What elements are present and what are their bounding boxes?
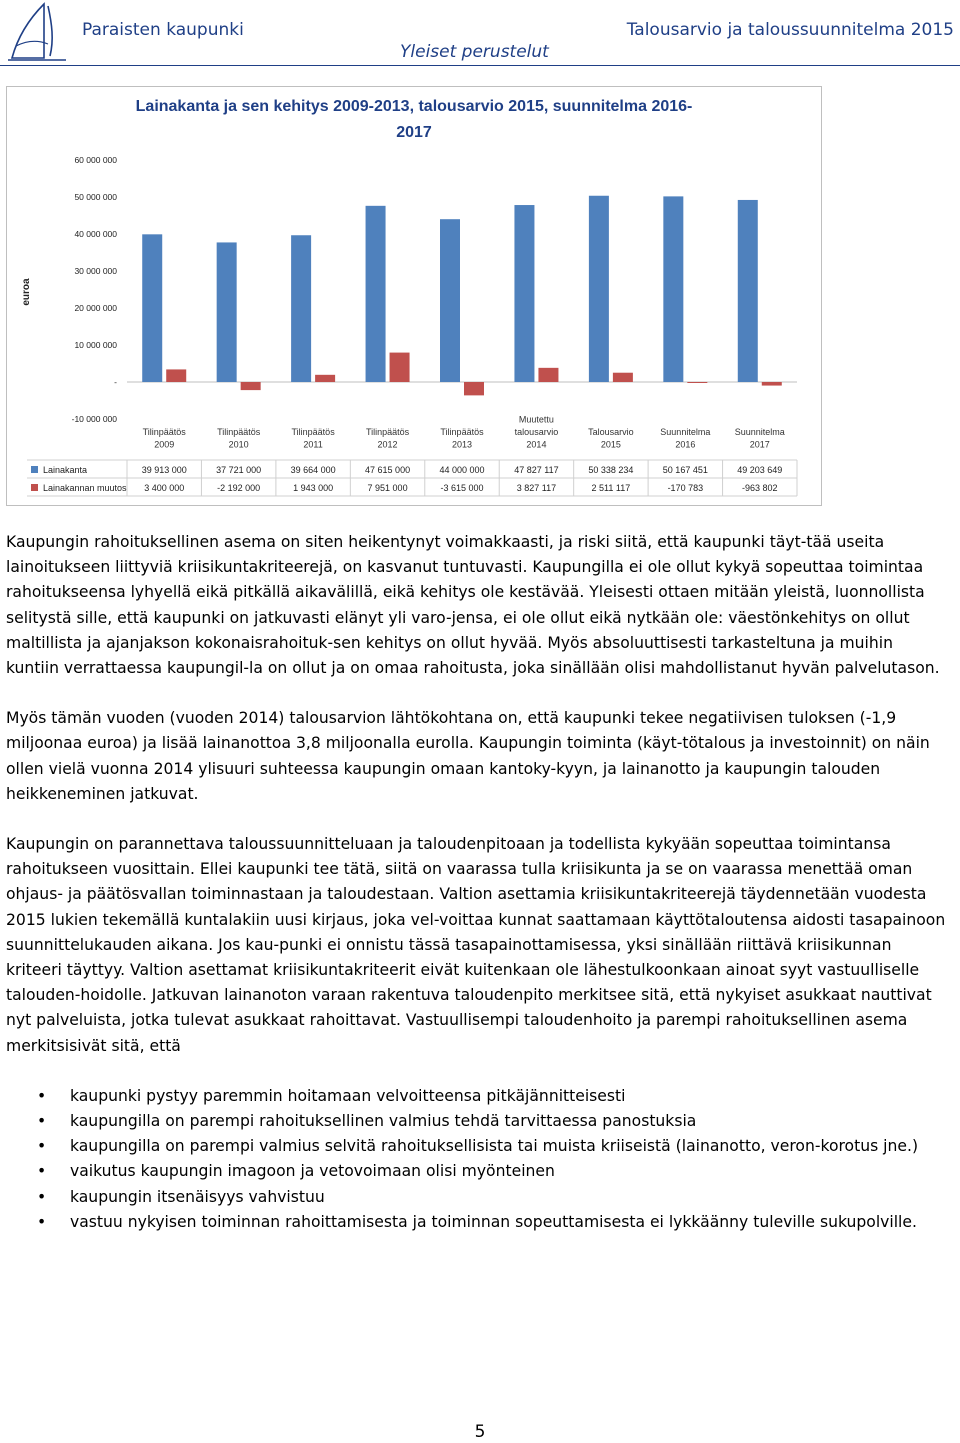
data-label: 39 664 000 <box>290 465 336 475</box>
document-title: Talousarvio ja taloussuunnitelma 2015 <box>626 20 954 40</box>
y-axis-label: euroa <box>21 278 32 306</box>
loan-chart-svg <box>7 87 821 505</box>
page-header <box>0 0 960 66</box>
data-label: 7 951 000 <box>367 483 408 493</box>
legend-swatch <box>31 466 38 473</box>
legend-label: Lainakannan muutos <box>43 483 127 493</box>
legend-label: Lainakanta <box>43 465 88 475</box>
y-tick-label: 20 000 000 <box>74 303 117 313</box>
body-text <box>6 530 950 1235</box>
bar-lainakanta <box>366 206 386 382</box>
x-tick-label: Talousarvio <box>588 427 634 437</box>
x-tick-label: Tilinpäätös <box>142 427 186 437</box>
list-item: • kaupungin itsenäisyys vahvistuu <box>37 1187 325 1206</box>
bar-lainakannan-muutos <box>241 382 261 390</box>
y-tick-label: 60 000 000 <box>74 155 117 165</box>
x-tick-label: 2016 <box>675 439 696 450</box>
y-tick-label: -10 000 000 <box>71 414 117 424</box>
list-item: • kaupungilla on parempi rahoituksellinen valmius tehdä tarvittaessa panostuksia <box>37 1112 697 1131</box>
bar-lainakanta <box>514 205 534 382</box>
paragraph-1: Kaupungin rahoituksellinen asema on siten heikentynyt voimakkaasti, ja riski siitä, että kaupunki täyt-tää useita lainoitukseen liittyviä kriisikuntakriteerejä, on kasvanut tuntuvasti. Kaupungilla ei ole ollut kykyä sopeuttaa toimintaa rahoitukseensa lyhyellä eikä pitkällä aikavälillä, eikä kehitys ole kestävää. Yleisesti ottaen mitään yleistä, luonnollista selitystä sille, että kaupunki on jatkuvasti elänyt yli varo-jensa, ei ole ollut eikä nytkään ole: väestönkehitys on ollut maltillista ja ajanjakson kokonaisrahoituk-sen kehitys on ollut hyvää. Myös absoluuttisesti tarkasteltuna ja muihin kuntiin verrattaessa kaupungil-la on ollut ja on omaa rahoitusta, joka sinällään olisi mahdollistanut hyvän palvelutason. <box>6 533 940 678</box>
bar-lainakannan-muutos <box>464 382 484 395</box>
x-tick-label: Suunnitelma <box>734 427 785 437</box>
x-tick-label: 2010 <box>228 439 249 450</box>
x-tick-label: Tilinpäätös <box>440 427 484 437</box>
data-label: 2 511 117 <box>591 483 631 493</box>
y-tick-label: 30 000 000 <box>74 266 117 276</box>
list-item: • kaupunki pystyy paremmin hoitamaan velvoitteensa pitkäjännitteisesti <box>37 1086 626 1105</box>
y-tick-label: - <box>114 377 117 387</box>
x-tick-label: 2012 <box>377 439 398 450</box>
legend-swatch <box>31 484 38 491</box>
data-label: 3 400 000 <box>144 483 185 493</box>
bar-lainakannan-muutos <box>166 369 186 382</box>
bar-lainakanta <box>142 234 162 382</box>
bar-lainakannan-muutos <box>762 382 782 386</box>
bar-lainakanta <box>291 235 311 382</box>
bar-lainakannan-muutos <box>687 382 707 383</box>
bar-lainakanta <box>217 242 237 382</box>
x-tick-label: Tilinpäätös <box>365 427 410 437</box>
x-tick-label: 2017 <box>749 439 770 450</box>
organization-name: Paraisten kaupunki <box>82 20 244 40</box>
data-label: -170 783 <box>667 483 704 493</box>
list-item: • vaikutus kaupungin imagoon ja vetovoimaan olisi myönteinen <box>37 1162 555 1181</box>
x-tick-label: 2015 <box>600 439 621 450</box>
chart-title: Lainakanta ja sen kehitys 2009-2013, talousarvio 2015, suunnitelma 2016- <box>135 98 693 115</box>
x-tick-label: 2011 <box>303 439 323 450</box>
y-tick-label: 40 000 000 <box>74 229 117 239</box>
data-label: 39 913 000 <box>141 465 187 475</box>
bar-lainakannan-muutos <box>315 375 335 382</box>
paragraph-3: Kaupungin on parannettava taloussuunnitteluaan ja taloudenpitoaan ja todellista kykyään sopeuttaa toimintansa rahoitukseen vuosittain. Ellei kaupunki tee tätä, siitä on vaarassa tulla kriisikunta ja se on vaarassa menettää oman ohjaus- ja päätösvallan toiminnastaan ja taloudestaan. Valtion asettamia kriisikuntakriteerejä täydennetään vuodesta 2015 lukien tekemällä kuntalakiin uusi kirjaus, joka vel-voittaa kunnat saattamaan käyttötaloutensa aidosti tasapainoon suunnittelukauden aikana. Jos kau-punki ei onnistu tässä tasapainottamisessa, yksi sinällään riittävä kriisikunnan kriteeri täyttyy. Valtion asettamat kriisikuntakriteerit eivät kuitenkaan ole lähestulkoonkaan ainoat syyt vastuulliselle talouden-hoidolle. Jatkuvan lainanoton varaan rakentuva taloudenpito merkitsee sitä, että nykyiset asukkaat nauttivat nyt palveluista, jotka tulevat asukkaat rahoittavat. Vastuullisempi taloudenhoito ja parempi rahoituksellinen asema merkitsisivät sitä, että <box>6 835 946 1055</box>
x-tick-label: Muutettu <box>518 414 554 425</box>
bar-lainakanta <box>663 196 683 382</box>
x-tick-label: Tilinpäätös <box>291 427 335 437</box>
y-tick-label: 10 000 000 <box>74 340 117 350</box>
list-item: • vastuu nykyisen toiminnan rahoittamisesta ja toiminnan sopeuttamisesta ei lykkäänny tuleville sukupolville. <box>37 1212 917 1231</box>
data-label: 1 943 000 <box>293 483 334 493</box>
data-label: 3 827 117 <box>516 483 557 493</box>
data-label: 47 827 117 <box>514 465 559 475</box>
data-label: 50 167 451 <box>662 465 708 475</box>
data-label: 49 203 649 <box>737 465 783 475</box>
data-label: 47 615 000 <box>365 465 411 475</box>
list-item: • kaupungilla on parempi valmius selvitä rahoituksellisista tai muista kriiseistä (lainanotto, veron-korotus jne.) <box>37 1137 919 1156</box>
bar-lainakannan-muutos <box>538 368 558 382</box>
paragraph-2: Myös tämän vuoden (vuoden 2014) talousarvion lähtökohtana on, että kaupunki tekee negatiivisen tuloksen (-1,9 miljoonaa euroa) ja lisää lainanottoa 3,8 miljoonalla eurolla. Kaupungin toiminta (käyt-tötalous ja investoinnit) on näin ollen vielä vuonna 2014 ylisuuri suhteessa kaupungin omaan kantoky-kyyn, ja lainanotto ja kaupungin talouden heikkeneminen jatkuvat. <box>6 709 930 803</box>
header-divider <box>0 65 960 66</box>
data-label: 44 000 000 <box>439 465 485 475</box>
bar-lainakanta <box>440 219 460 382</box>
x-tick-label: 2013 <box>451 439 473 450</box>
page-number: 5 <box>474 1422 486 1442</box>
y-tick-label: 50 000 000 <box>74 192 117 202</box>
x-tick-label: Tilinpäätös <box>217 427 261 437</box>
x-tick-label: 2014 <box>526 439 547 450</box>
data-label: 37 721 000 <box>216 465 262 475</box>
section-title: Yleiset perustelut <box>400 42 549 62</box>
loan-chart <box>6 86 822 506</box>
x-tick-label: 2009 <box>154 439 175 450</box>
bar-lainakanta <box>589 196 609 382</box>
data-label: -963 802 <box>742 483 778 493</box>
data-label: -3 615 000 <box>440 483 484 493</box>
x-tick-label: Suunnitelma <box>660 427 711 437</box>
bar-lainakannan-muutos <box>390 353 410 382</box>
bar-lainakanta <box>738 200 758 382</box>
bullet-list <box>6 1084 950 1235</box>
x-tick-label: talousarvio <box>514 427 559 437</box>
chart-title-line-2: 2017 <box>396 124 432 141</box>
data-label: -2 192 000 <box>217 483 261 493</box>
sailboat-logo-icon <box>4 0 70 64</box>
data-label: 50 338 234 <box>588 465 634 475</box>
bar-lainakannan-muutos <box>613 373 633 382</box>
